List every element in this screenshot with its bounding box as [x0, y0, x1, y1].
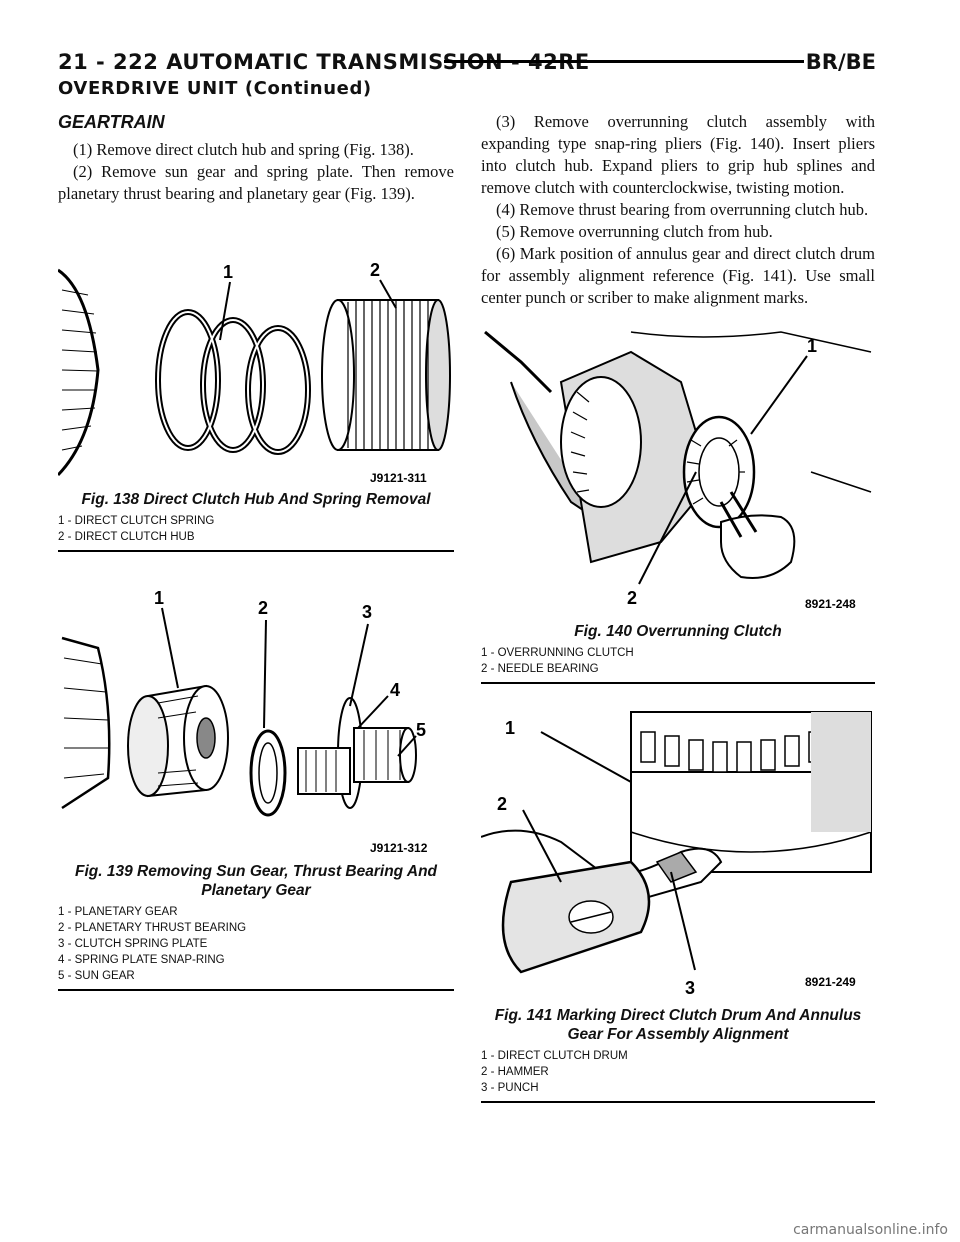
fig138-legend-2: 2 - DIRECT CLUTCH HUB [58, 531, 195, 543]
step-3: (3) Remove overrunning clutch assembly with expanding type snap-ring pliers (Fig. 140). Insert pliers into clutch hub. Expand pliers to grip hub splines and remove clutch with counterclockwise, twisting motion. [481, 112, 875, 197]
fig140-legend-1: 1 - OVERRUNNING CLUTCH [481, 647, 634, 659]
step-5: (5) Remove overrunning clutch from hub. [496, 222, 773, 241]
fig139-rule [58, 989, 454, 991]
fig138-callout-1: 1 [223, 262, 234, 282]
fig138-code: J9121-311 [370, 471, 427, 485]
figure-139 [58, 578, 454, 991]
model-code: BR/BE [805, 50, 876, 74]
fig140-legend-2: 2 - NEEDLE BEARING [481, 663, 599, 675]
illustration-overrunning-clutch [481, 322, 875, 622]
section-continued: OVERDRIVE UNIT (Continued) [58, 78, 372, 99]
fig138-caption: Fig. 138 Direct Clutch Hub And Spring Removal [81, 491, 431, 508]
page-header [58, 46, 876, 76]
illustration-marking-drum [481, 702, 875, 1006]
right-text-column [481, 111, 875, 309]
fig139-callout-2: 2 [258, 598, 269, 618]
fig140-legend [481, 645, 875, 677]
illustration-clutch-hub-spring [58, 250, 454, 490]
fig141-callout-2: 2 [497, 794, 508, 814]
fig139-legend-1: 1 - PLANETARY GEAR [58, 906, 178, 918]
fig141-legend-1: 1 - DIRECT CLUTCH DRUM [481, 1050, 628, 1062]
fig139-legend-5: 5 - SUN GEAR [58, 970, 135, 982]
fig139-legend-4: 4 - SPRING PLATE SNAP-RING [58, 954, 225, 966]
fig141-legend [481, 1048, 875, 1096]
fig141-code: 8921-249 [805, 975, 856, 989]
figure-138 [58, 250, 454, 552]
fig139-callout-1: 1 [154, 588, 165, 608]
fig141-legend-3: 3 - PUNCH [481, 1082, 539, 1094]
fig140-caption: Fig. 140 Overrunning Clutch [574, 623, 782, 640]
fig141-caption: Fig. 141 Marking Direct Clutch Drum And Annulus Gear For Assembly Alignment [494, 1007, 862, 1043]
fig141-callout-3: 3 [685, 978, 696, 998]
fig139-legend-3: 3 - CLUTCH SPRING PLATE [58, 938, 208, 950]
figure-141 [481, 702, 875, 1103]
figure-140 [481, 322, 875, 684]
fig140-rule [481, 682, 875, 684]
step-6: (6) Mark position of annulus gear and direct clutch drum for assembly alignment reference (Fig. 141). Use small center punch or scriber to make alignment marks. [481, 244, 875, 307]
step-4: (4) Remove thrust bearing from overrunning clutch hub. [496, 200, 869, 219]
illustration-sun-gear-planetary [58, 578, 454, 862]
fig141-rule [481, 1101, 875, 1103]
fig141-legend-2: 2 - HAMMER [481, 1066, 549, 1078]
fig140-code: 8921-248 [805, 597, 856, 611]
section-title: GEARTRAIN [58, 112, 165, 132]
fig139-caption: Fig. 139 Removing Sun Gear, Thrust Bearing And Planetary Gear [74, 863, 438, 899]
fig139-code: J9121-312 [370, 841, 428, 855]
fig140-callout-1: 1 [807, 336, 818, 356]
fig139-callout-4: 4 [390, 680, 401, 700]
header-rule [444, 60, 804, 63]
page-reference: 21 - 222 AUTOMATIC TRANSMISSION - 42RE [58, 50, 590, 74]
fig139-legend [58, 904, 454, 984]
watermark: carmanualsonline.info [793, 1222, 948, 1238]
left-text-column [58, 139, 454, 205]
fig139-callout-3: 3 [362, 602, 373, 622]
step-1: (1) Remove direct clutch hub and spring (Fig. 138). [73, 140, 414, 159]
fig141-callout-1: 1 [505, 718, 516, 738]
fig138-callout-2: 2 [370, 260, 381, 280]
fig138-rule [58, 550, 454, 552]
step-2: (2) Remove sun gear and spring plate. Then remove planetary thrust bearing and planetary gear (Fig. 139). [58, 162, 454, 203]
fig140-callout-2: 2 [627, 588, 638, 608]
fig138-legend-1: 1 - DIRECT CLUTCH SPRING [58, 515, 215, 527]
fig138-legend [58, 513, 454, 545]
fig139-callout-5: 5 [416, 720, 427, 740]
fig139-legend-2: 2 - PLANETARY THRUST BEARING [58, 922, 247, 934]
